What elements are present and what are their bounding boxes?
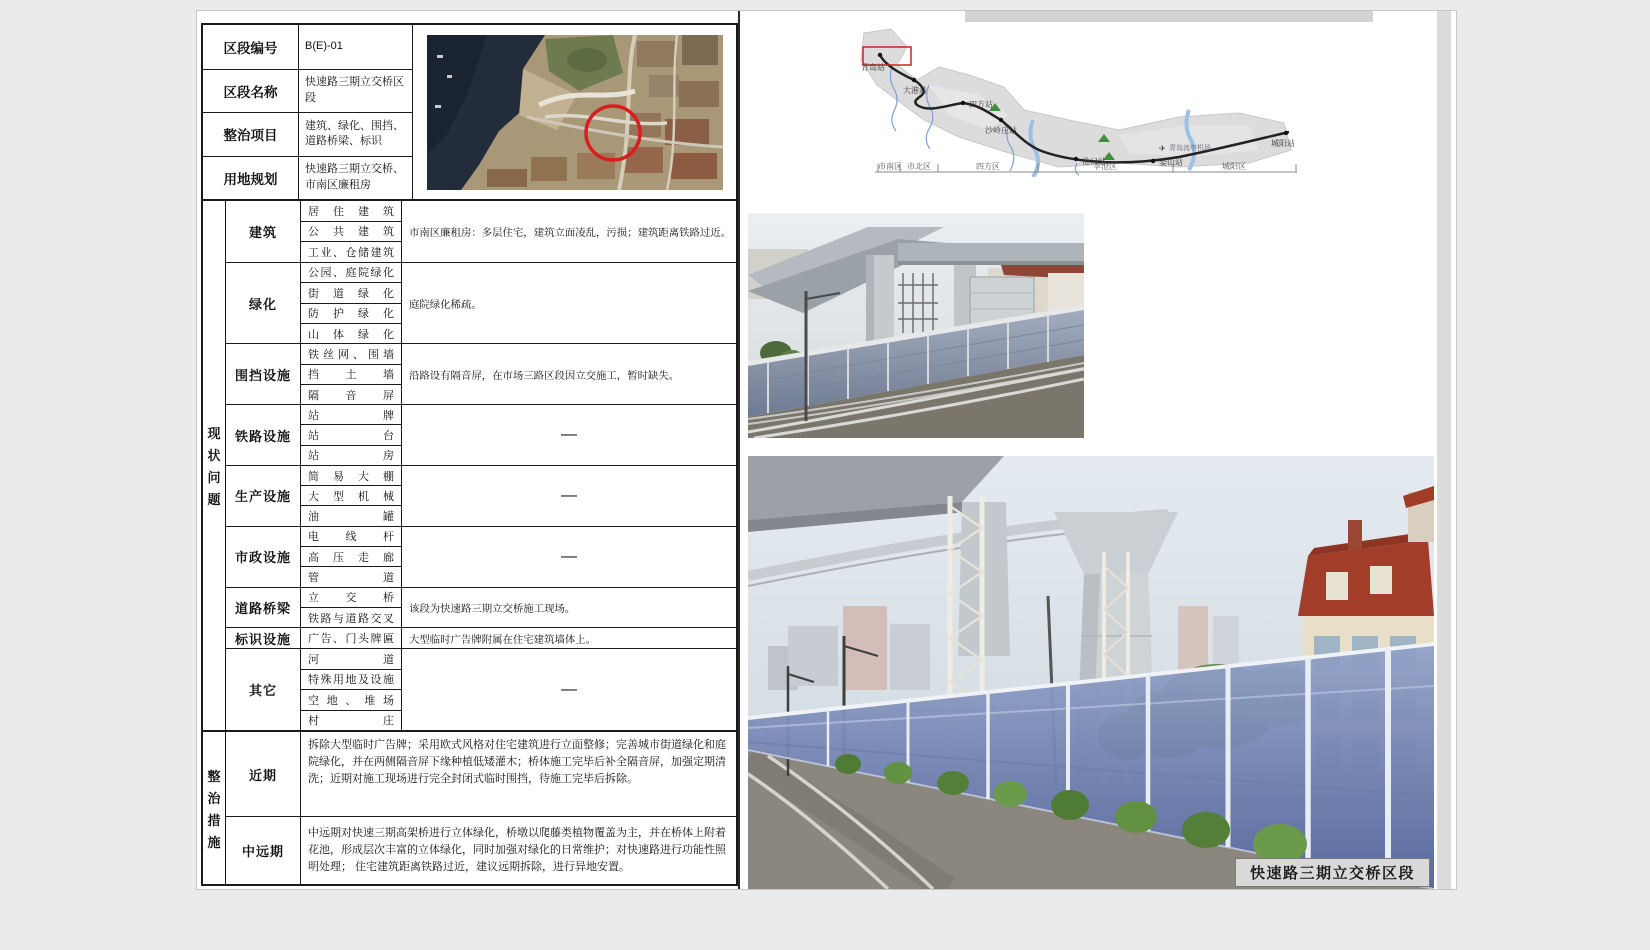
issue-item: 大 型 机 械 [301, 485, 401, 505]
site-rendering [748, 456, 1434, 889]
issue-item: 管 道 [301, 566, 401, 586]
measure-period: 近期 [226, 732, 301, 816]
info-value: B(E)-01 [299, 25, 413, 69]
issue-item: 空 地 、 堆 场 [301, 689, 401, 709]
site-photo-existing [748, 213, 1084, 438]
issue-note: — [561, 486, 577, 504]
issue-category: 生产设施 [226, 466, 301, 526]
issue-note: — [561, 426, 577, 444]
station-label: 大港站 [903, 86, 927, 95]
issue-item: 铁 路 与 道 路 交 叉 [301, 607, 401, 627]
measures-section-label: 整 治 措 施 [207, 768, 221, 850]
issue-note: 市南区廉租房：多层住宅，建筑立面凌乱，污损；建筑距离铁路过近。 [409, 227, 732, 239]
info-label: 区段名称 [203, 69, 299, 113]
district-label: 市南区 [878, 162, 902, 171]
issue-item: 高 压 走 廊 [301, 546, 401, 566]
info-table [201, 23, 738, 201]
info-value: 快速路三期立交桥区段 [299, 69, 413, 113]
issue-group [226, 262, 736, 344]
station-label: 沙岭庄站 [985, 126, 1017, 135]
measures-section-cell [203, 732, 226, 884]
issue-item: 防 护 绿 化 [301, 303, 401, 323]
issue-item: 村 庄 [301, 710, 401, 730]
issue-note: 庭院绿化稀疏。 [409, 299, 482, 311]
issues-section-cell [203, 201, 226, 730]
issue-group [226, 465, 736, 526]
issue-item: 站 台 [301, 424, 401, 444]
measure-text: 中远期对快速三期高架桥进行立体绿化，桥墩以爬藤类植物覆盖为主，并在桥体上附着花池，形成层次丰富的立体绿化，同时加强对绿化的日常维护；对快速路进行功能性照明处理； 住宅建筑距离铁路过近，建议远期拆除，进行异地安置。 [308, 826, 726, 874]
measure-row [226, 816, 736, 884]
satellite-image-cell [413, 25, 736, 199]
info-value: 快速路三期立交桥、市南区廉租房 [299, 156, 413, 200]
measure-period: 中远期 [226, 817, 301, 884]
district-label: 李沧区 [1093, 162, 1117, 171]
issue-category: 铁路设施 [226, 405, 301, 465]
issue-note: 沿路设有隔音屏，在市场三路区段因立交施工，暂时缺失。 [409, 370, 680, 382]
issue-category: 围挡设施 [226, 344, 301, 404]
issue-item: 广 告 、 门 头 牌 匾 [308, 633, 394, 646]
issue-item: 电 线 杆 [308, 531, 394, 544]
info-label: 用地规划 [203, 156, 299, 200]
issue-group [226, 648, 736, 730]
issue-item: 挡 土 墙 [301, 364, 401, 384]
vertical-divider [738, 11, 740, 889]
route-map [819, 25, 1299, 177]
issue-item: 公 共 建 筑 [301, 221, 401, 242]
district-label: 市北区 [907, 162, 931, 171]
issue-item: 公 园 、 庭 院 绿 化 [308, 267, 394, 280]
airport-label: 青岛流亭机场 [1169, 145, 1211, 152]
issue-group [226, 587, 736, 628]
issue-item: 站 房 [301, 445, 401, 465]
issue-note: 该段为快速路三期立交桥施工现场。 [409, 603, 576, 615]
info-label: 整治项目 [203, 112, 299, 156]
measure-text: 拆除大型临时广告牌；采用欧式风格对住宅建筑进行立面整修；完善城市街道绿化和庭院绿化，并在两侧隔音屏下缘种植低矮灌木；桥体施工完毕后补全隔音屏，加强定期清洗；近期对施工现场进行完全封闭式临时围挡，待施工完毕后拆除。 [308, 739, 726, 786]
issue-group [226, 627, 736, 648]
satellite-image [427, 35, 723, 190]
issue-group [226, 343, 736, 404]
right-grey-strip [1437, 11, 1451, 889]
issue-category: 市政设施 [226, 527, 301, 587]
issue-category: 建筑 [226, 201, 301, 262]
issue-item: 山 体 绿 化 [301, 323, 401, 343]
issues-table [201, 201, 738, 732]
issue-group [226, 526, 736, 587]
station-label: 娄山站 [1159, 158, 1183, 167]
issue-item: 简 易 大 棚 [308, 470, 394, 483]
district-label: 城阳区 [1222, 162, 1246, 171]
station-label: 青岛站 [861, 63, 885, 72]
airport-icon: ✈ [1159, 144, 1166, 153]
issue-item: 站 牌 [308, 409, 394, 422]
issue-item: 立 交 桥 [308, 592, 394, 605]
top-grey-strip [965, 11, 1373, 22]
info-label: 区段编号 [203, 25, 299, 69]
issue-item: 居 住 建 筑 [308, 205, 394, 218]
issues-section-label: 现 状 问 题 [207, 426, 221, 507]
issue-item: 街 道 绿 化 [301, 282, 401, 302]
issue-item: 铁 丝 网 、 围 墙 [308, 349, 394, 362]
issue-category: 其它 [226, 649, 301, 730]
issue-category: 绿化 [226, 263, 301, 344]
issue-item: 工 业 、 仓 储 建 筑 [301, 241, 401, 262]
measures-table [201, 732, 738, 886]
issue-item: 油 罐 [301, 505, 401, 525]
document-page [196, 10, 1457, 890]
info-value: 建筑、绿化、围挡、道路桥梁、标识 [299, 112, 413, 156]
issue-category: 道路桥梁 [226, 588, 301, 628]
station-label: 城阳站 [1271, 139, 1295, 148]
district-label: 四方区 [976, 162, 1000, 171]
issue-note: — [561, 680, 577, 698]
issue-group [226, 201, 736, 262]
photo-caption: 快速路三期立交桥区段 [1235, 858, 1430, 887]
station-label: 沧口站 [1082, 157, 1106, 166]
issue-note: — [561, 547, 577, 565]
issue-note: 大型临时广告牌附属在住宅建筑墙体上。 [409, 634, 597, 646]
issue-item: 隔 音 屏 [301, 384, 401, 404]
issue-category: 标识设施 [226, 628, 301, 648]
issue-item: 河 道 [308, 653, 394, 666]
issue-group [226, 404, 736, 465]
issue-item: 特 殊 用 地 及 设 施 [301, 669, 401, 689]
measure-row [226, 732, 736, 816]
station-label: 四方站 [969, 100, 993, 109]
